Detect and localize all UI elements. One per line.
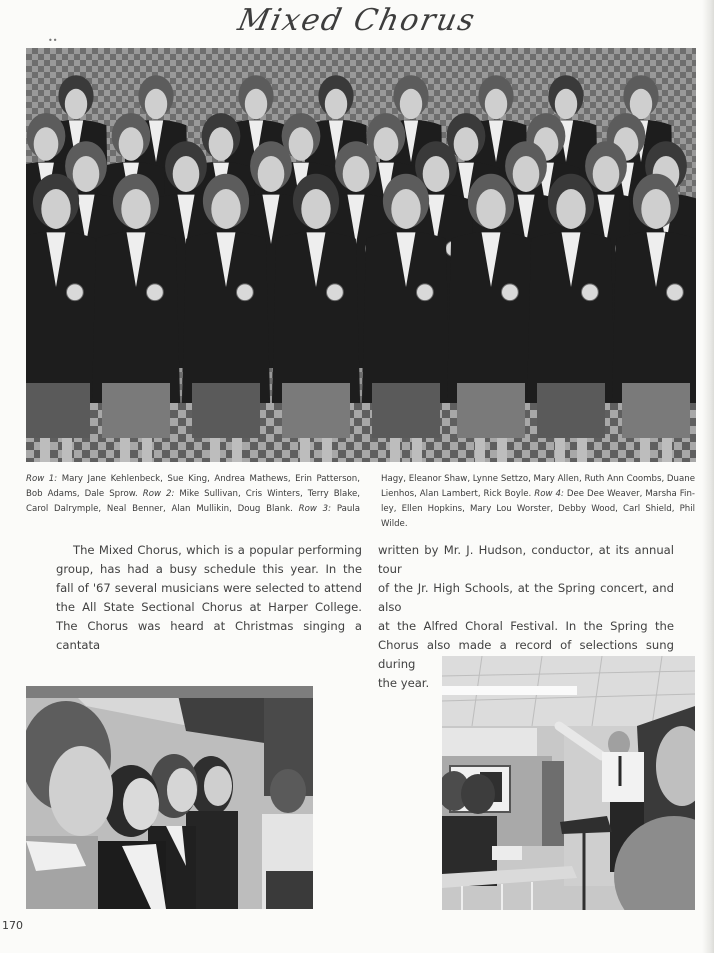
caption-names: Bob Adams, Dale Sprow. — [26, 489, 143, 499]
caption-names: ley, Ellen Hopkins, Mary Lou Worster, Debby Wood, Carl Shield, Phil Wilde. — [381, 504, 695, 529]
caption-names: Dee Dee Weaver, Marsha Fin- — [563, 489, 695, 499]
page-edge-shadow — [702, 0, 714, 953]
body-line: of the Jr. High Schools, at the Spring concert, and also — [378, 581, 674, 614]
caption-names: Carol Dalrymple, Neal Benner, Alan Mullikin, Doug Blank. — [26, 504, 299, 514]
body-line: fall of '67 several musicians were selected to attend — [56, 581, 362, 595]
caption-names: Paula — [331, 504, 360, 514]
caption-names: Mike Sullivan, Cris Winters, Terry Blake, — [174, 489, 361, 499]
caption-line — [381, 487, 695, 502]
caption-names: Mary Jane Kehlenbeck, Sue King, Andrea Mathews, Erin Patterson, — [57, 474, 360, 484]
singers-scene — [26, 686, 313, 909]
caption-names: Hagy, Eleanor Shaw, Lynne Settzo, Mary Allen, Ruth Ann Coombs, Duane — [381, 474, 695, 484]
body-line: the All State Sectional Chorus at Harper College. — [56, 600, 362, 614]
caption-line — [26, 487, 360, 502]
group-photo — [26, 48, 696, 462]
row-label: Row 1: — [26, 474, 58, 484]
page-number: 170 — [2, 919, 23, 932]
caption-right-column — [381, 472, 695, 532]
row-label: Row 2: — [142, 489, 175, 499]
body-line: group, has had a busy schedule this year. In the — [56, 562, 362, 576]
caption-names: Lienhos, Alan Lambert, Rick Boyle. — [381, 489, 535, 499]
conductor-photo — [442, 656, 695, 910]
body-line: at the Alfred Choral Festival. In the Spring the — [378, 619, 674, 633]
body-line: The Mixed Chorus, which is a popular performing — [73, 543, 362, 557]
print-speck: •• — [48, 36, 58, 45]
door — [542, 761, 564, 846]
body-text-left-column — [56, 541, 362, 655]
caption-line — [381, 502, 695, 532]
caption-line — [26, 502, 360, 517]
caption-line — [26, 472, 360, 487]
body-line: the year. — [378, 676, 430, 690]
singers-photo — [26, 686, 313, 909]
caption-line — [381, 472, 695, 487]
fluorescent-light — [442, 686, 577, 695]
caption-left-column — [26, 472, 360, 517]
conductor-scene — [442, 656, 695, 910]
page-title: Mixed Chorus — [234, 3, 480, 38]
row-label: Row 4: — [534, 489, 564, 499]
body-line: Chorus also made a record of selections sung during — [378, 638, 674, 671]
chorus-members — [26, 48, 696, 462]
row-label: Row 3: — [298, 504, 332, 514]
body-line: The Chorus was heard at Christmas singing a cantata — [56, 619, 362, 652]
body-line: written by Mr. J. Hudson, conductor, at its annual tour — [378, 543, 674, 576]
